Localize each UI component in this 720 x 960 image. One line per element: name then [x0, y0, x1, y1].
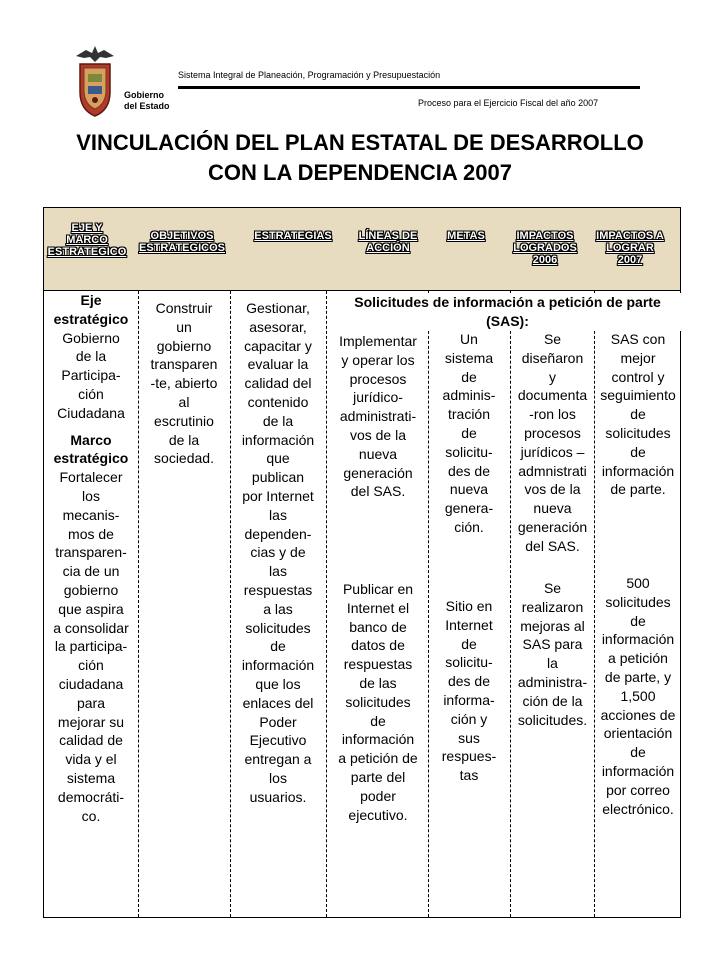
column-header-lograr-line1: IMPACTOS A: [596, 230, 664, 242]
estrategias-text: [232, 299, 324, 807]
text-line: de la: [168, 431, 200, 448]
text-line: Sitio en: [445, 598, 493, 614]
cell-metas-1: [430, 330, 508, 537]
text-line: poder: [360, 787, 396, 804]
objetivos-text: [140, 299, 228, 468]
text-line: des de: [447, 462, 491, 479]
column-divider: [230, 291, 231, 917]
text-line: Publicar en: [342, 581, 414, 597]
text-line: electrónico.: [602, 800, 674, 817]
text-line: Ciudadana: [57, 404, 125, 421]
text-line: ción: [78, 385, 104, 402]
text-line: 500: [626, 575, 650, 591]
column-divider: [594, 291, 595, 917]
text-line: dependen-: [244, 525, 312, 542]
text-line: co.: [81, 807, 101, 824]
text-line: asesorar,: [249, 318, 307, 335]
text-line: parte del: [350, 768, 406, 785]
text-line: diseñaron: [521, 349, 584, 366]
text-line: de: [630, 443, 646, 460]
text-line: nueva: [533, 500, 572, 517]
text-line: calidad del: [244, 375, 312, 392]
text-line: las: [269, 563, 287, 580]
text-line: solicitudes.: [517, 711, 588, 728]
text-line: gobierno: [156, 337, 212, 354]
lineas-text-1: [329, 332, 427, 501]
cell-eje-marco: [44, 291, 138, 825]
lograr-text-2: [596, 574, 680, 818]
system-title: Sistema Integral de Planeación, Programación y Presupuestación: [178, 70, 441, 80]
logrados-text-2: [512, 579, 593, 729]
page-title-line2: CON LA DEPENDENCIA 2007: [208, 160, 512, 185]
text-line: Se: [543, 331, 562, 347]
metas-text-1: [430, 330, 508, 537]
text-line: evaluar la: [247, 356, 309, 373]
process-label: Proceso para el Ejercicio Fiscal del año 2007: [418, 98, 599, 108]
text-line: los: [269, 769, 287, 786]
sas-banner-line1: Solicitudes de información a petición de parte: [354, 294, 661, 310]
table-header-divider: [44, 290, 680, 291]
cell-objetivos: [140, 299, 228, 468]
text-line: Internet: [445, 616, 493, 633]
text-line: Construir: [155, 300, 213, 316]
text-line: Internet el: [346, 599, 410, 616]
text-line: información: [601, 462, 675, 479]
text-line: admnistrati: [518, 462, 587, 479]
text-line: de parte, y: [604, 668, 672, 685]
text-line: ejecutivo.: [348, 806, 408, 823]
text-line: administrati-: [339, 408, 417, 425]
text-line: control y: [611, 368, 665, 385]
text-line: vos de la: [349, 426, 407, 443]
text-line: adminis-: [442, 387, 496, 404]
text-line: información: [601, 762, 675, 779]
text-line: administra-: [517, 673, 588, 690]
text-line: a las: [263, 600, 293, 617]
text-line: a petición de: [338, 750, 418, 767]
text-line: transparen: [150, 356, 218, 373]
text-line: del SAS.: [525, 537, 580, 554]
text-line: ción y: [450, 710, 488, 727]
text-line: generación: [343, 464, 413, 481]
column-header-lograr-line2: LOGRAR: [606, 242, 654, 254]
text-line: de: [630, 406, 646, 423]
text-line: Implementar: [339, 333, 417, 349]
text-line: tas: [459, 767, 479, 784]
text-line: documenta: [517, 387, 588, 404]
text-line: al: [178, 393, 190, 410]
column-header-impactos-lograr: [590, 230, 670, 266]
text-line: que aspira: [58, 600, 124, 617]
text-line: para: [76, 694, 106, 711]
text-line: las: [269, 506, 287, 523]
text-line: 1,500: [620, 687, 656, 704]
column-header-objetivos: [136, 230, 228, 254]
text-line: que los: [255, 675, 301, 692]
text-line: que: [266, 450, 290, 467]
text-line: realizaron: [521, 598, 584, 615]
page-title-line1: VINCULACIÓN DEL PLAN ESTATAL DE DESARROLLO: [76, 130, 644, 155]
text-line: orientación: [603, 725, 673, 742]
logrados-text-1: [512, 330, 593, 556]
text-line: del SAS.: [350, 483, 406, 500]
text-line: ciudadana: [58, 675, 124, 692]
column-header-eje-line1: EJE Y: [71, 222, 103, 234]
text-line: cia de un: [62, 563, 120, 580]
text-line: Poder: [259, 713, 297, 730]
column-header-metas: METAS: [447, 230, 485, 242]
cell-lineas-2: [329, 580, 427, 824]
text-line: y: [549, 368, 556, 385]
column-header-eje: [44, 222, 130, 258]
text-line: de: [370, 712, 386, 729]
text-line: de la: [262, 412, 294, 429]
text-line: gobierno: [63, 581, 119, 598]
cell-logrados-2: [512, 579, 593, 729]
text-line: ción: [78, 657, 104, 674]
text-line: de: [461, 368, 477, 385]
text-line: ción.: [454, 518, 484, 535]
text-line: de: [461, 424, 477, 441]
text-line: por Internet: [242, 487, 314, 504]
text-line: SAS con: [610, 331, 666, 347]
column-header-eje-line2: MARCO: [66, 234, 108, 246]
text-line: acciones de: [600, 706, 676, 723]
header-rule: [178, 86, 640, 89]
column-header-lineas-line2: ACCIÓN: [366, 242, 410, 254]
text-line: Fortalecer: [59, 469, 123, 486]
text-line: y operar los: [341, 351, 415, 368]
column-header-lograr-line3: 2007: [617, 254, 643, 266]
text-line: a consolidar: [53, 619, 129, 636]
text-line: un: [176, 318, 192, 335]
column-header-lineas-line1: LÍNEAS DE: [358, 230, 418, 242]
sas-banner: [330, 293, 685, 331]
text-line: solicitudes: [245, 619, 311, 636]
text-line: respuestas: [343, 656, 413, 673]
column-header-objetivos-line1: OBJETIVOS: [150, 230, 214, 242]
text-line: solicitu-: [445, 443, 493, 460]
text-line: usuarios.: [249, 788, 307, 805]
text-line: mecanis-: [62, 506, 120, 523]
text-line: la participa-: [54, 638, 128, 655]
text-line: procesos: [524, 424, 581, 441]
text-line: por correo: [606, 781, 670, 798]
cell-logrados-1: [512, 330, 593, 556]
marco-title-line1: Marco: [70, 431, 112, 448]
text-line: escrutinio: [154, 412, 214, 429]
text-line: sistema: [444, 349, 494, 366]
text-line: de: [630, 744, 646, 761]
text-line: enlaces del: [242, 694, 314, 711]
eje-text: [44, 329, 138, 423]
cell-lineas-1: [329, 332, 427, 501]
text-line: informa-: [443, 691, 495, 708]
government-label: [124, 90, 170, 112]
text-line: generación: [517, 518, 588, 535]
text-line: solicitudes: [605, 424, 671, 441]
government-label-line1: Gobierno: [124, 90, 164, 100]
text-line: los: [82, 487, 100, 504]
page-title: [0, 128, 720, 188]
text-line: des de: [447, 673, 491, 690]
text-line: Se: [543, 580, 562, 596]
column-header-objetivos-line2: ESTRATEGICOS: [139, 242, 225, 254]
text-line: transparen-: [55, 544, 127, 561]
text-line: información: [241, 657, 315, 674]
text-line: solicitudes: [605, 593, 671, 610]
text-line: -te, abierto: [150, 375, 218, 392]
text-line: vida y el: [65, 751, 117, 768]
text-line: seguimiento: [600, 387, 676, 404]
cell-lograr-1: [596, 330, 680, 499]
text-line: vos de la: [524, 481, 581, 498]
text-line: información: [341, 731, 415, 748]
text-line: mejor: [620, 349, 656, 366]
text-line: solicitudes: [345, 693, 411, 710]
column-header-lineas: [350, 230, 426, 254]
lograr-text-1: [596, 330, 680, 499]
text-line: la: [547, 655, 558, 672]
text-line: nueva: [449, 481, 489, 498]
text-line: jurídico-: [353, 389, 403, 406]
text-line: de parte.: [610, 481, 666, 498]
text-line: nueva: [358, 445, 398, 462]
column-header-logrados-line3: 2006: [532, 254, 558, 266]
text-line: banco de: [349, 618, 407, 635]
text-line: de: [461, 635, 477, 652]
text-line: genera-: [444, 500, 494, 517]
text-line: Participa-: [61, 367, 121, 384]
text-line: sistema: [66, 769, 116, 786]
text-line: -ron los: [529, 406, 576, 423]
text-line: información: [241, 431, 315, 448]
text-line: democráti-: [57, 788, 125, 805]
marco-title-line2: estratégico: [53, 450, 129, 467]
column-header-impactos-logrados: [508, 230, 582, 266]
cell-estrategias: [232, 299, 324, 807]
column-divider: [326, 291, 327, 917]
text-line: SAS para: [522, 636, 583, 653]
text-line: ción de la: [522, 692, 583, 709]
text-line: de la: [75, 348, 107, 365]
text-line: procesos: [349, 370, 407, 387]
text-line: tración: [447, 406, 491, 423]
marco-text: [44, 468, 138, 825]
column-header-eje-line3: ESTRATEGICO: [47, 246, 127, 258]
text-line: a petición: [608, 650, 668, 667]
lineas-text-2: [329, 580, 427, 824]
text-line: Ejecutivo: [249, 732, 307, 749]
eje-title-line1: Eje: [80, 292, 102, 308]
metas-text-2: [430, 597, 508, 785]
sas-banner-line2: (SAS):: [486, 313, 529, 329]
eje-title-line2: estratégico: [53, 310, 129, 327]
text-line: cias y de: [250, 544, 306, 561]
government-label-line2: del Estado: [124, 101, 170, 111]
text-line: entregan a: [244, 751, 312, 768]
text-line: respuestas: [243, 581, 313, 598]
text-line: mos de: [68, 525, 114, 542]
text-line: publican: [251, 469, 305, 486]
text-line: sus: [458, 729, 480, 746]
text-line: Un: [460, 331, 478, 347]
column-header-estrategias: ESTRATEGIAS: [254, 230, 332, 242]
column-header-logrados-line1: IMPACTOS: [516, 230, 574, 242]
text-line: de: [270, 638, 286, 655]
text-line: Gobierno: [62, 329, 120, 346]
text-line: sociedad.: [154, 450, 214, 467]
text-line: mejorar su: [57, 713, 125, 730]
column-divider: [510, 291, 511, 917]
state-coat-of-arms-logo: [72, 44, 118, 118]
text-line: de las: [359, 674, 397, 691]
text-line: respues-: [441, 748, 497, 765]
text-line: calidad de: [59, 732, 123, 749]
text-line: información: [601, 631, 675, 648]
text-line: contenido: [247, 393, 309, 410]
cell-lograr-2: [596, 574, 680, 818]
text-line: mejoras al: [520, 617, 585, 634]
text-line: de: [630, 612, 646, 629]
column-divider: [138, 291, 139, 917]
text-line: solicitu-: [445, 654, 493, 671]
text-line: Gestionar,: [246, 300, 310, 316]
column-header-logrados-line2: LOGRADOS: [513, 242, 577, 254]
text-line: capacitar y: [244, 337, 312, 354]
text-line: datos de: [351, 637, 405, 654]
cell-metas-2: [430, 597, 508, 785]
column-divider: [428, 291, 429, 917]
text-line: jurídicos –: [520, 443, 585, 460]
